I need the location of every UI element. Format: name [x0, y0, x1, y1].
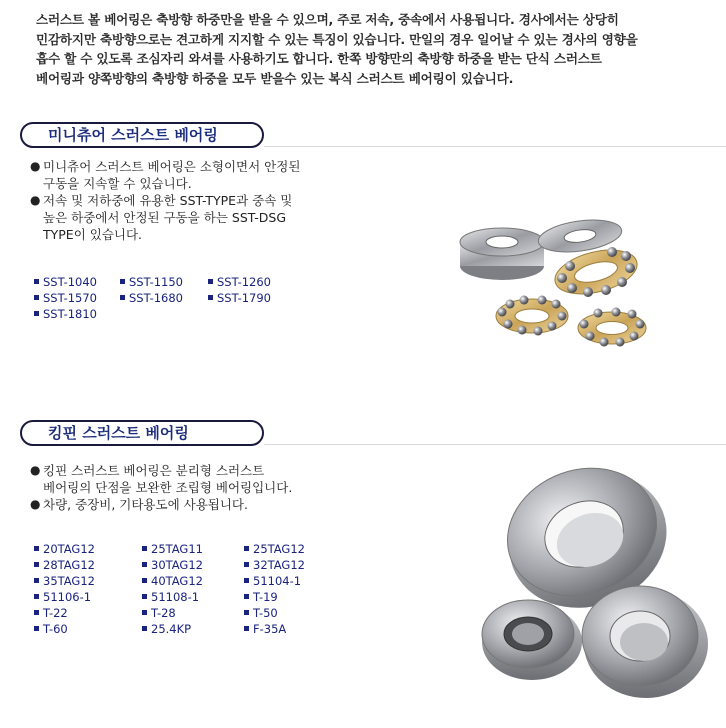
- section-heading-kingpin: [20, 420, 264, 446]
- square-bullet-icon: [244, 562, 249, 567]
- model-item[interactable]: SST-1810: [34, 306, 97, 322]
- model-item[interactable]: 30TAG12: [142, 557, 203, 573]
- bullet-text: 높은 하중에서 안정된 구동을 하는 SST-DSG: [43, 210, 287, 225]
- model-item[interactable]: T-22: [34, 605, 68, 621]
- square-bullet-icon: [120, 279, 125, 284]
- model-item[interactable]: T-19: [244, 589, 278, 605]
- bullet-text: 킹핀 스러스트 베어링은 분리형 스러스트: [43, 463, 265, 478]
- miniature-bearing-photo: [440, 194, 726, 364]
- square-bullet-icon: [142, 626, 147, 631]
- square-bullet-icon: [142, 594, 147, 599]
- intro-line: 베어링과 양쪽방향의 축방향 하중을 모두 받을수 있는 복식 스러스트 베어링이 있습니다.: [36, 70, 514, 86]
- square-bullet-icon: [34, 279, 39, 284]
- section-title-kingpin: 킹핀 스러스트 베어링: [48, 424, 189, 442]
- section-divider: [264, 146, 726, 147]
- square-bullet-icon: [142, 562, 147, 567]
- square-bullet-icon: [34, 610, 39, 615]
- model-item[interactable]: 20TAG12: [34, 541, 95, 557]
- bullet-item: [30, 496, 292, 513]
- bullet-text: 미니츄어 스러스트 베어링은 소형이면서 안정된: [43, 159, 301, 174]
- bullet-item: [30, 462, 292, 496]
- bullet-text: 베어링의 단점을 보완한 조립형 베어링입니다.: [43, 480, 293, 495]
- section-title-miniature: 미니츄어 스러스트 베어링: [48, 126, 218, 144]
- bullet-dot-icon: ●: [30, 463, 41, 477]
- model-item[interactable]: SST-1040: [34, 274, 97, 290]
- intro-line: 스러스트 볼 베어링은 축방향 하중만을 받을 수 있으며, 주로 저속, 중속에서 사용됩니다. 경사에서는 상당히: [36, 12, 619, 27]
- square-bullet-icon: [34, 626, 39, 631]
- section-divider: [264, 444, 726, 445]
- model-item[interactable]: 32TAG12: [244, 557, 305, 573]
- model-item[interactable]: SST-1680: [120, 290, 183, 306]
- bullet-dot-icon: ●: [30, 159, 41, 173]
- square-bullet-icon: [120, 295, 125, 300]
- square-bullet-icon: [142, 546, 147, 551]
- model-item[interactable]: T-60: [34, 621, 68, 637]
- square-bullet-icon: [34, 546, 39, 551]
- bullet-dot-icon: ●: [30, 193, 41, 207]
- bullet-text: 구동을 지속할 수 있습니다.: [43, 176, 192, 191]
- square-bullet-icon: [244, 578, 249, 583]
- model-item[interactable]: 51106-1: [34, 589, 91, 605]
- square-bullet-icon: [244, 610, 249, 615]
- square-bullet-icon: [34, 562, 39, 567]
- kingpin-description: [30, 462, 292, 513]
- square-bullet-icon: [244, 546, 249, 551]
- square-bullet-icon: [142, 610, 147, 615]
- model-item[interactable]: SST-1570: [34, 290, 97, 306]
- intro-line: 민감하지만 축방향으로는 견고하게 지지할 수 있는 특징이 있습니다. 만일의 경우 일어날 수 있는 경사의 영향을: [36, 31, 638, 47]
- model-item[interactable]: 35TAG12: [34, 573, 95, 589]
- model-item[interactable]: 51108-1: [142, 589, 199, 605]
- square-bullet-icon: [34, 295, 39, 300]
- model-item[interactable]: F-35A: [244, 621, 286, 637]
- bullet-item: [30, 192, 300, 243]
- square-bullet-icon: [34, 578, 39, 583]
- square-bullet-icon: [244, 626, 249, 631]
- model-item[interactable]: 40TAG12: [142, 573, 203, 589]
- model-item[interactable]: SST-1260: [208, 274, 271, 290]
- model-item[interactable]: T-28: [142, 605, 176, 621]
- model-item[interactable]: T-50: [244, 605, 278, 621]
- bullet-text: 저속 및 저하중에 유용한 SST-TYPE과 중속 및: [43, 193, 293, 208]
- bullet-dot-icon: ●: [30, 497, 41, 511]
- model-item[interactable]: SST-1790: [208, 290, 271, 306]
- square-bullet-icon: [208, 279, 213, 284]
- square-bullet-icon: [34, 311, 39, 316]
- miniature-description: [30, 158, 300, 243]
- model-item[interactable]: 51104-1: [244, 573, 301, 589]
- square-bullet-icon: [208, 295, 213, 300]
- model-item[interactable]: SST-1150: [120, 274, 183, 290]
- intro-line: 흡수 할 수 있도록 조심자리 와셔를 사용하기도 합니다. 한쪽 방향만의 축방향 하중을 받는 단식 스러스트: [36, 51, 602, 66]
- square-bullet-icon: [34, 594, 39, 599]
- model-item[interactable]: 25TAG12: [244, 541, 305, 557]
- square-bullet-icon: [244, 594, 249, 599]
- model-item[interactable]: 25TAG11: [142, 541, 203, 557]
- model-item[interactable]: 25.4KP: [142, 621, 191, 637]
- square-bullet-icon: [142, 578, 147, 583]
- kingpin-bearing-photo: [470, 456, 726, 712]
- section-heading-miniature: [20, 122, 264, 148]
- bullet-text: 차량, 중장비, 기타용도에 사용됩니다.: [43, 497, 248, 512]
- model-item[interactable]: 28TAG12: [34, 557, 95, 573]
- bullet-text: TYPE이 있습니다.: [43, 227, 143, 242]
- bullet-item: [30, 158, 300, 192]
- intro-paragraph: [36, 10, 696, 88]
